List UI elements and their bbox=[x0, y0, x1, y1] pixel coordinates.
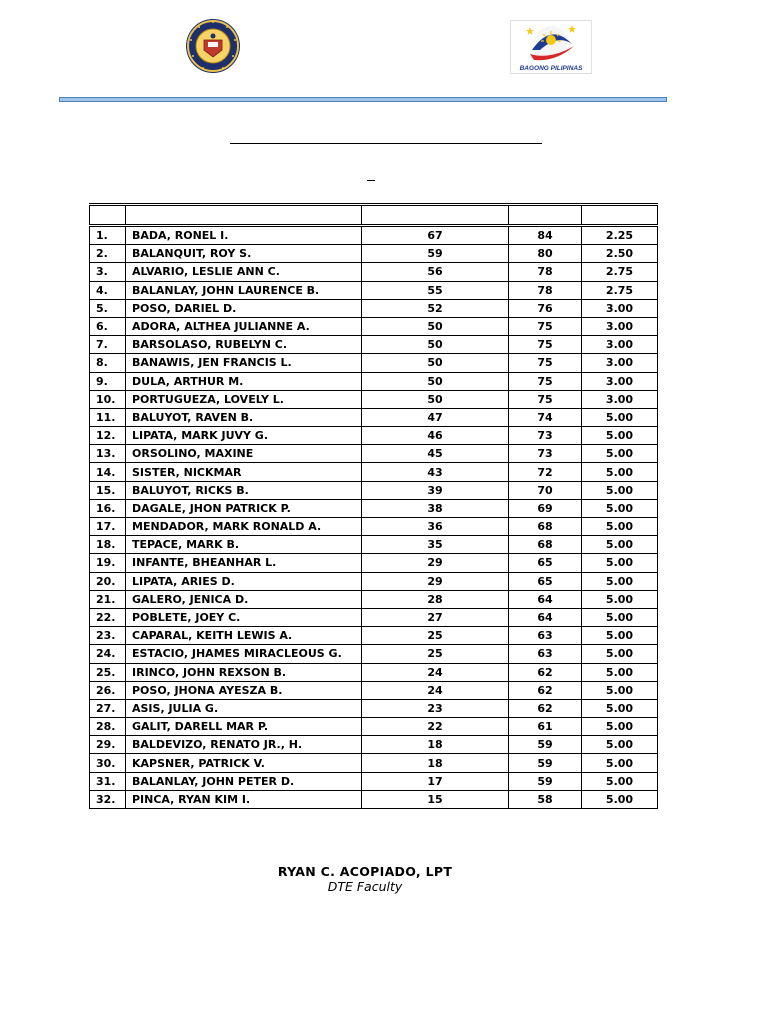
student-name: ASIS, JULIA G. bbox=[126, 699, 362, 717]
student-name: LIPATA, ARIES D. bbox=[126, 572, 362, 590]
row-number: 2. bbox=[90, 245, 126, 263]
row-number: 22. bbox=[90, 608, 126, 626]
percent-cell: 68 bbox=[509, 536, 582, 554]
row-number: 5. bbox=[90, 299, 126, 317]
table-row bbox=[90, 772, 658, 790]
student-name: SISTER, NICKMAR bbox=[126, 463, 362, 481]
student-name: BALANQUIT, ROY S. bbox=[126, 245, 362, 263]
grade-cell: 5.00 bbox=[582, 408, 658, 426]
grade-cell: 3.00 bbox=[582, 372, 658, 390]
row-number: 21. bbox=[90, 590, 126, 608]
percent-cell: 76 bbox=[509, 299, 582, 317]
percent-cell: 62 bbox=[509, 699, 582, 717]
row-number: 27. bbox=[90, 699, 126, 717]
score-cell: 56 bbox=[362, 263, 509, 281]
score-cell: 45 bbox=[362, 445, 509, 463]
table-row bbox=[90, 790, 658, 808]
table-row bbox=[90, 463, 658, 481]
score-cell: 46 bbox=[362, 427, 509, 445]
table-row bbox=[90, 536, 658, 554]
table-row bbox=[90, 226, 658, 245]
bagong-pilipinas-logo bbox=[510, 20, 592, 74]
score-cell: 39 bbox=[362, 481, 509, 499]
signatory-name: RYAN C. ACOPIADO, LPT bbox=[277, 864, 453, 879]
grade-cell: 5.00 bbox=[582, 772, 658, 790]
score-cell: 50 bbox=[362, 354, 509, 372]
grade-cell: 3.00 bbox=[582, 390, 658, 408]
table-row bbox=[90, 390, 658, 408]
score-cell: 22 bbox=[362, 718, 509, 736]
row-number: 12. bbox=[90, 427, 126, 445]
row-number: 16. bbox=[90, 499, 126, 517]
student-name: IRINCO, JOHN REXSON B. bbox=[126, 663, 362, 681]
row-number: 24. bbox=[90, 645, 126, 663]
student-name: CAPARAL, KEITH LEWIS A. bbox=[126, 627, 362, 645]
percent-cell: 80 bbox=[509, 245, 582, 263]
score-cell: 36 bbox=[362, 518, 509, 536]
percent-cell: 64 bbox=[509, 608, 582, 626]
table-row bbox=[90, 245, 658, 263]
grade-cell: 3.00 bbox=[582, 317, 658, 335]
grade-cell: 5.00 bbox=[582, 572, 658, 590]
score-cell: 29 bbox=[362, 554, 509, 572]
grade-cell: 5.00 bbox=[582, 590, 658, 608]
row-number: 7. bbox=[90, 336, 126, 354]
table-row bbox=[90, 317, 658, 335]
bagong-pilipinas-icon bbox=[510, 20, 592, 74]
student-name: BALDEVIZO, RENATO JR., H. bbox=[126, 736, 362, 754]
table-row bbox=[90, 281, 658, 299]
column-header-score bbox=[362, 205, 509, 226]
percent-cell: 75 bbox=[509, 390, 582, 408]
table-row bbox=[90, 608, 658, 626]
percent-cell: 73 bbox=[509, 427, 582, 445]
score-cell: 50 bbox=[362, 372, 509, 390]
grade-cell: 3.00 bbox=[582, 336, 658, 354]
student-name: KAPSNER, PATRICK V. bbox=[126, 754, 362, 772]
score-cell: 29 bbox=[362, 572, 509, 590]
grade-cell: 5.00 bbox=[582, 627, 658, 645]
score-cell: 43 bbox=[362, 463, 509, 481]
score-cell: 15 bbox=[362, 790, 509, 808]
student-name: BANAWIS, JEN FRANCIS L. bbox=[126, 354, 362, 372]
table-row bbox=[90, 299, 658, 317]
row-number: 18. bbox=[90, 536, 126, 554]
student-name: LIPATA, MARK JUVY G. bbox=[126, 427, 362, 445]
row-number: 25. bbox=[90, 663, 126, 681]
student-name: GALIT, DARELL MAR P. bbox=[126, 718, 362, 736]
score-cell: 18 bbox=[362, 736, 509, 754]
score-cell: 25 bbox=[362, 627, 509, 645]
grade-cell: 5.00 bbox=[582, 663, 658, 681]
row-number: 6. bbox=[90, 317, 126, 335]
results-table bbox=[89, 203, 658, 809]
percent-cell: 59 bbox=[509, 754, 582, 772]
percent-cell: 65 bbox=[509, 572, 582, 590]
percent-cell: 69 bbox=[509, 499, 582, 517]
percent-cell: 74 bbox=[509, 408, 582, 426]
student-name: BADA, RONEL I. bbox=[126, 226, 362, 245]
table-row bbox=[90, 372, 658, 390]
percent-cell: 59 bbox=[509, 772, 582, 790]
table-row bbox=[90, 681, 658, 699]
student-name: ADORA, ALTHEA JULIANNE A. bbox=[126, 317, 362, 335]
table-row bbox=[90, 736, 658, 754]
row-number: 8. bbox=[90, 354, 126, 372]
percent-cell: 70 bbox=[509, 481, 582, 499]
percent-cell: 63 bbox=[509, 645, 582, 663]
row-number: 23. bbox=[90, 627, 126, 645]
university-seal-logo bbox=[178, 18, 248, 74]
grade-cell: 5.00 bbox=[582, 518, 658, 536]
score-cell: 17 bbox=[362, 772, 509, 790]
table-row bbox=[90, 754, 658, 772]
row-number: 30. bbox=[90, 754, 126, 772]
grade-cell: 5.00 bbox=[582, 645, 658, 663]
student-name: BALANLAY, JOHN LAURENCE B. bbox=[126, 281, 362, 299]
score-cell: 50 bbox=[362, 336, 509, 354]
grade-cell: 2.75 bbox=[582, 281, 658, 299]
grade-cell: 5.00 bbox=[582, 718, 658, 736]
student-name: TEPACE, MARK B. bbox=[126, 536, 362, 554]
percent-cell: 65 bbox=[509, 554, 582, 572]
percent-cell: 75 bbox=[509, 317, 582, 335]
row-number: 28. bbox=[90, 718, 126, 736]
table-row bbox=[90, 481, 658, 499]
score-cell: 27 bbox=[362, 608, 509, 626]
score-cell: 18 bbox=[362, 754, 509, 772]
column-header-percent bbox=[509, 205, 582, 226]
grade-cell: 5.00 bbox=[582, 554, 658, 572]
table-row bbox=[90, 263, 658, 281]
score-cell: 25 bbox=[362, 645, 509, 663]
row-number: 31. bbox=[90, 772, 126, 790]
row-number: 29. bbox=[90, 736, 126, 754]
grade-cell: 5.00 bbox=[582, 536, 658, 554]
student-name: BALUYOT, RICKS B. bbox=[126, 481, 362, 499]
table-row bbox=[90, 408, 658, 426]
grade-cell: 5.00 bbox=[582, 463, 658, 481]
grade-cell: 5.00 bbox=[582, 427, 658, 445]
percent-cell: 61 bbox=[509, 718, 582, 736]
student-name: ORSOLINO, MAXINE bbox=[126, 445, 362, 463]
score-cell: 23 bbox=[362, 699, 509, 717]
score-cell: 50 bbox=[362, 317, 509, 335]
table-row bbox=[90, 518, 658, 536]
table-row bbox=[90, 663, 658, 681]
seal-icon bbox=[178, 18, 248, 74]
grade-cell: 5.00 bbox=[582, 445, 658, 463]
grade-cell: 5.00 bbox=[582, 608, 658, 626]
percent-cell: 75 bbox=[509, 372, 582, 390]
row-number: 26. bbox=[90, 681, 126, 699]
student-name: BALUYOT, RAVEN B. bbox=[126, 408, 362, 426]
row-number: 32. bbox=[90, 790, 126, 808]
row-number: 9. bbox=[90, 372, 126, 390]
grade-cell: 3.00 bbox=[582, 299, 658, 317]
grade-cell: 5.00 bbox=[582, 699, 658, 717]
percent-cell: 63 bbox=[509, 627, 582, 645]
column-header-number bbox=[90, 205, 126, 226]
table-row bbox=[90, 427, 658, 445]
student-name: PINCA, RYAN KIM I. bbox=[126, 790, 362, 808]
grade-cell: 2.50 bbox=[582, 245, 658, 263]
table-row bbox=[90, 354, 658, 372]
table-row bbox=[90, 590, 658, 608]
score-cell: 35 bbox=[362, 536, 509, 554]
percent-cell: 75 bbox=[509, 354, 582, 372]
score-cell: 38 bbox=[362, 499, 509, 517]
percent-cell: 78 bbox=[509, 281, 582, 299]
grade-cell: 2.25 bbox=[582, 226, 658, 245]
table-row bbox=[90, 499, 658, 517]
percent-cell: 59 bbox=[509, 736, 582, 754]
score-cell: 67 bbox=[362, 226, 509, 245]
row-number: 19. bbox=[90, 554, 126, 572]
row-number: 4. bbox=[90, 281, 126, 299]
row-number: 1. bbox=[90, 226, 126, 245]
student-name: BARSOLASO, RUBELYN C. bbox=[126, 336, 362, 354]
subtitle-dash bbox=[367, 180, 375, 181]
percent-cell: 84 bbox=[509, 226, 582, 245]
percent-cell: 72 bbox=[509, 463, 582, 481]
score-cell: 50 bbox=[362, 390, 509, 408]
signatory-title: DTE Faculty bbox=[327, 879, 403, 894]
row-number: 15. bbox=[90, 481, 126, 499]
student-name: DULA, ARTHUR M. bbox=[126, 372, 362, 390]
row-number: 14. bbox=[90, 463, 126, 481]
row-number: 3. bbox=[90, 263, 126, 281]
title-underline bbox=[230, 143, 542, 144]
table-row bbox=[90, 645, 658, 663]
score-cell: 28 bbox=[362, 590, 509, 608]
student-name: MENDADOR, MARK RONALD A. bbox=[126, 518, 362, 536]
grade-cell: 5.00 bbox=[582, 481, 658, 499]
column-header-grade bbox=[582, 205, 658, 226]
grade-cell: 5.00 bbox=[582, 499, 658, 517]
score-cell: 47 bbox=[362, 408, 509, 426]
row-number: 17. bbox=[90, 518, 126, 536]
student-name: POSO, DARIEL D. bbox=[126, 299, 362, 317]
row-number: 20. bbox=[90, 572, 126, 590]
table-header-row bbox=[90, 205, 658, 226]
student-name: PORTUGUEZA, LOVELY L. bbox=[126, 390, 362, 408]
table-row bbox=[90, 554, 658, 572]
percent-cell: 62 bbox=[509, 681, 582, 699]
score-cell: 52 bbox=[362, 299, 509, 317]
table-row bbox=[90, 699, 658, 717]
header-divider bbox=[59, 97, 667, 102]
row-number: 10. bbox=[90, 390, 126, 408]
table-row bbox=[90, 445, 658, 463]
student-name: POBLETE, JOEY C. bbox=[126, 608, 362, 626]
column-header-name bbox=[126, 205, 362, 226]
percent-cell: 73 bbox=[509, 445, 582, 463]
grade-cell: 5.00 bbox=[582, 790, 658, 808]
table-row bbox=[90, 336, 658, 354]
grade-cell: 5.00 bbox=[582, 681, 658, 699]
table-row bbox=[90, 572, 658, 590]
student-name: ALVARIO, LESLIE ANN C. bbox=[126, 263, 362, 281]
grade-cell: 5.00 bbox=[582, 754, 658, 772]
student-name: INFANTE, BHEANHAR L. bbox=[126, 554, 362, 572]
score-cell: 55 bbox=[362, 281, 509, 299]
percent-cell: 75 bbox=[509, 336, 582, 354]
table-row bbox=[90, 718, 658, 736]
percent-cell: 68 bbox=[509, 518, 582, 536]
grade-cell: 5.00 bbox=[582, 736, 658, 754]
table-row bbox=[90, 627, 658, 645]
percent-cell: 58 bbox=[509, 790, 582, 808]
row-number: 13. bbox=[90, 445, 126, 463]
grade-cell: 2.75 bbox=[582, 263, 658, 281]
percent-cell: 64 bbox=[509, 590, 582, 608]
score-cell: 24 bbox=[362, 663, 509, 681]
row-number: 11. bbox=[90, 408, 126, 426]
student-name: BALANLAY, JOHN PETER D. bbox=[126, 772, 362, 790]
student-name: DAGALE, JHON PATRICK P. bbox=[126, 499, 362, 517]
student-name: ESTACIO, JHAMES MIRACLEOUS G. bbox=[126, 645, 362, 663]
score-cell: 59 bbox=[362, 245, 509, 263]
table-body bbox=[90, 226, 658, 809]
grade-cell: 3.00 bbox=[582, 354, 658, 372]
percent-cell: 62 bbox=[509, 663, 582, 681]
student-name: POSO, JHONA AYESZA B. bbox=[126, 681, 362, 699]
percent-cell: 78 bbox=[509, 263, 582, 281]
score-cell: 24 bbox=[362, 681, 509, 699]
logo-text: BAGONG PILIPINAS bbox=[519, 65, 583, 72]
student-name: GALERO, JENICA D. bbox=[126, 590, 362, 608]
